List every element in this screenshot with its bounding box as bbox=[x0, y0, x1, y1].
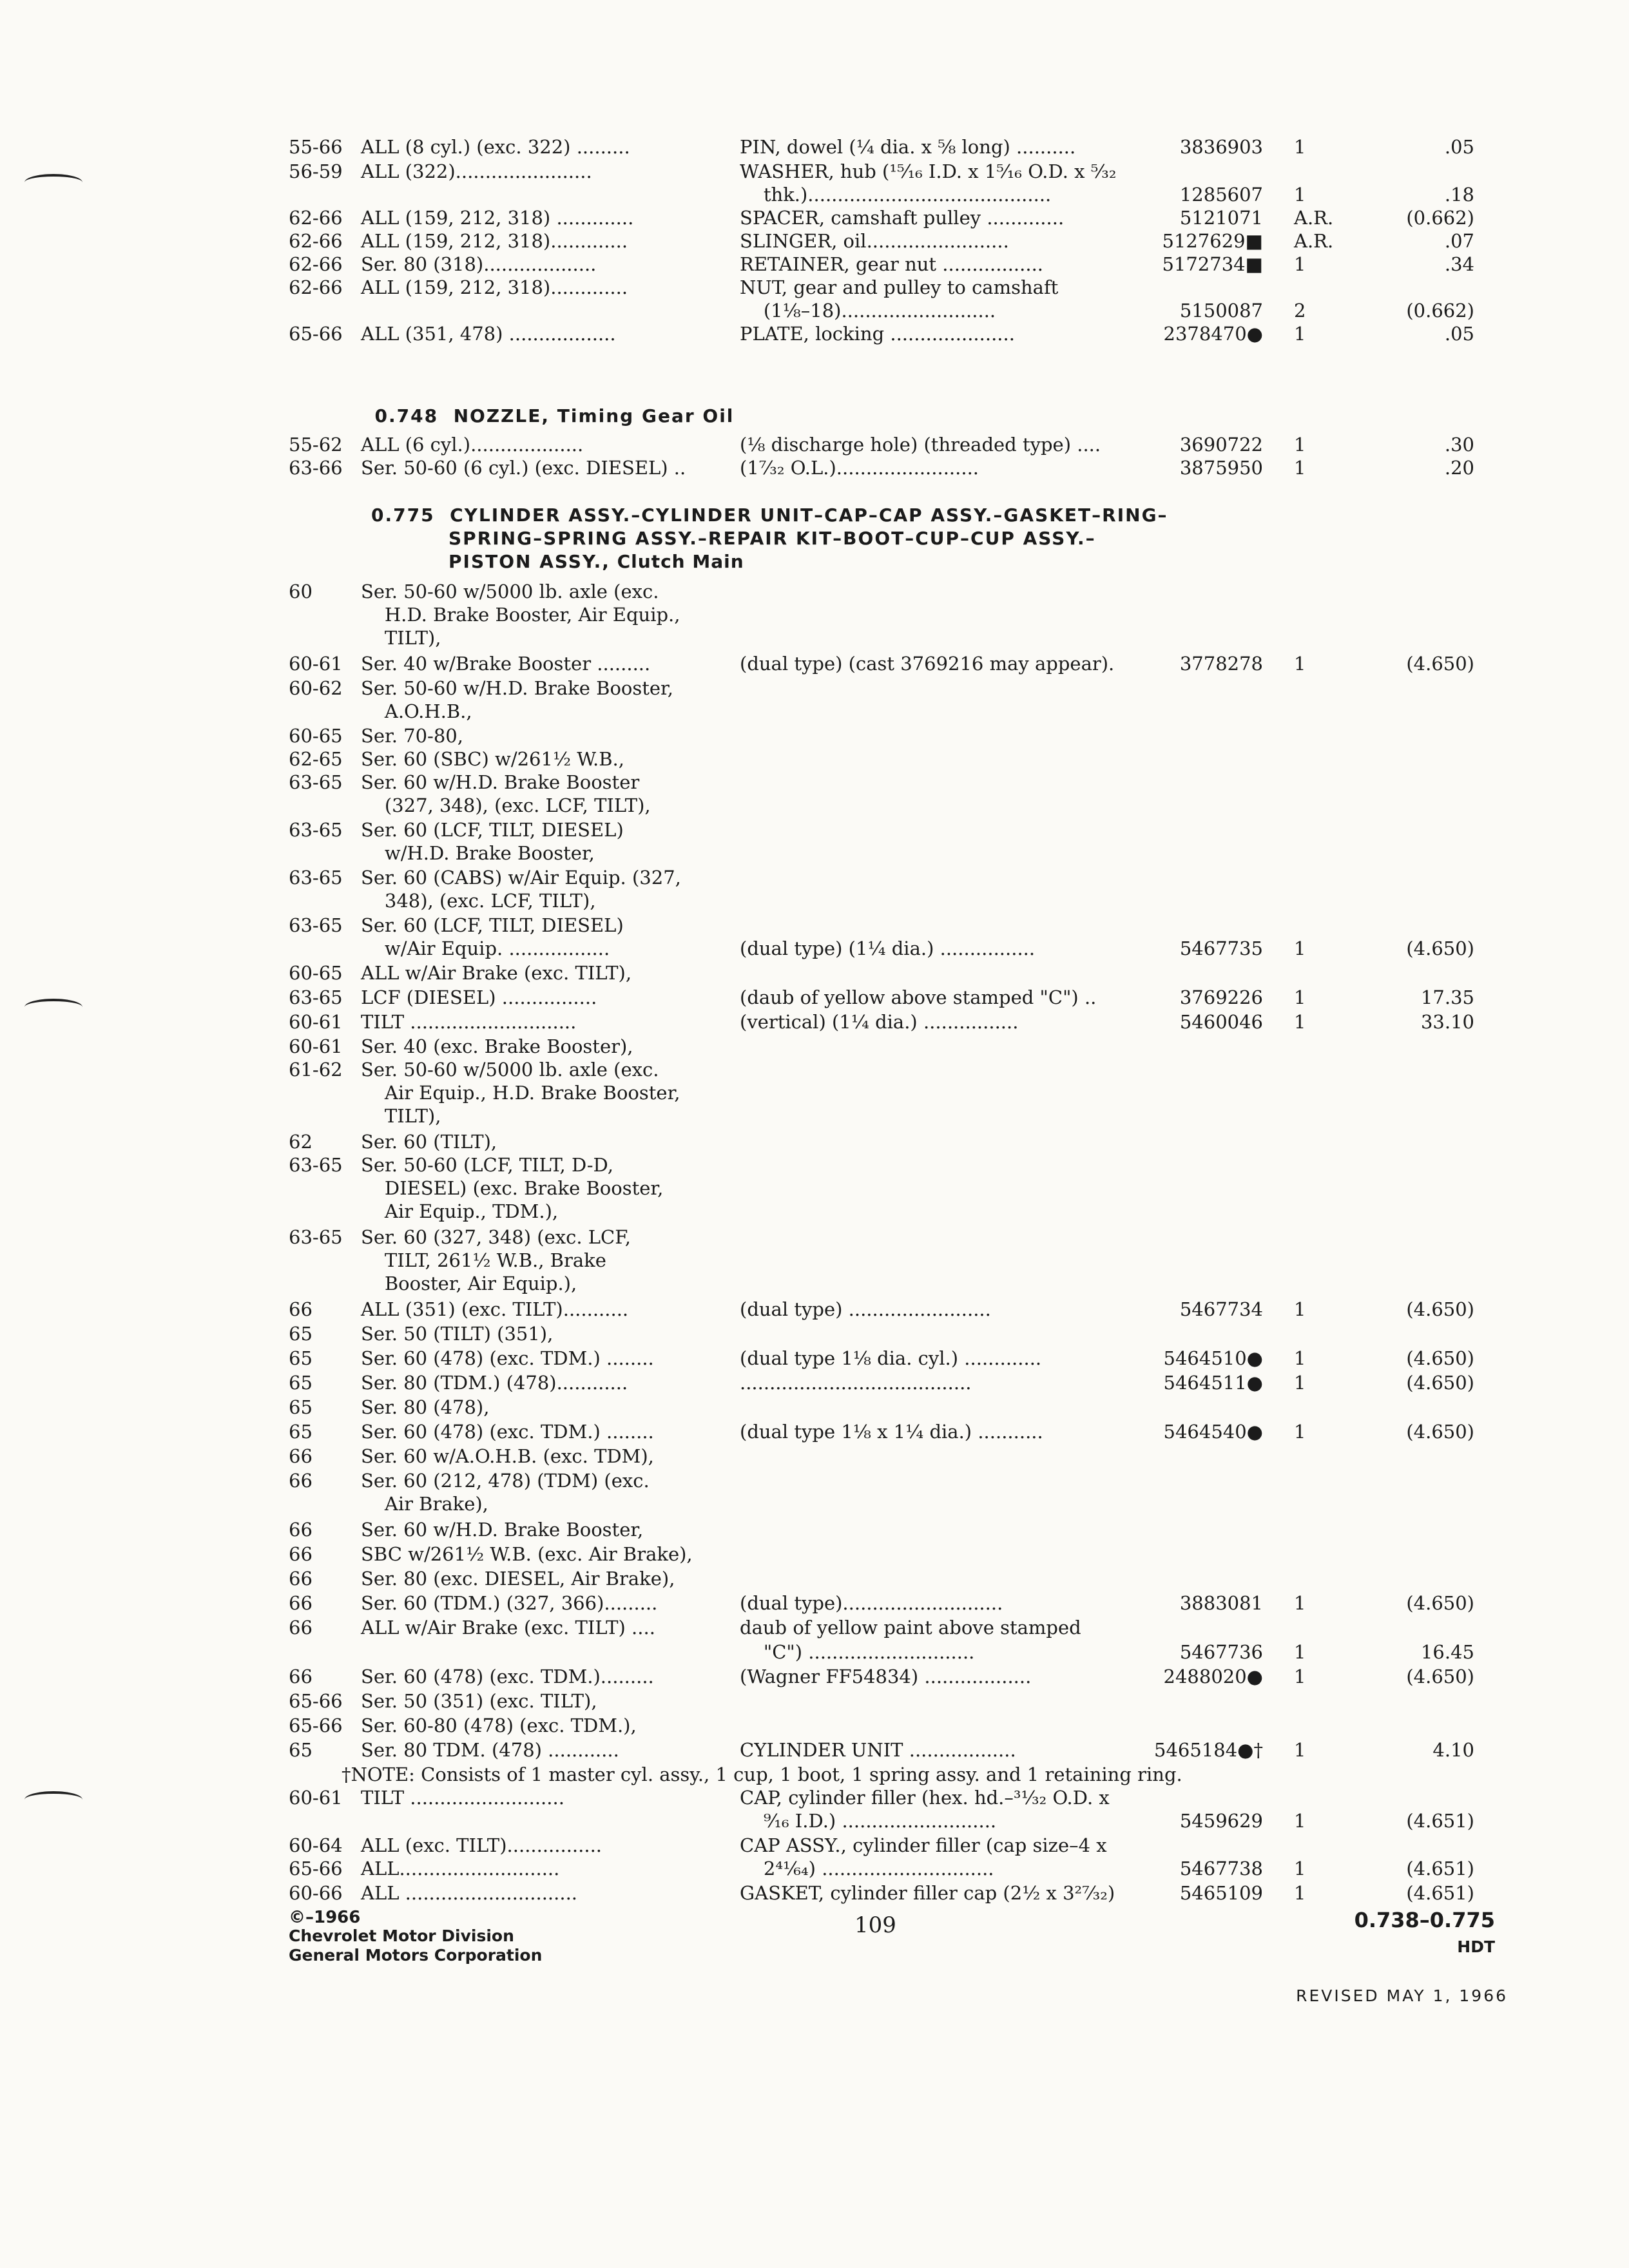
row-application: Ser. 60 (327, 348) (exc. LCF, bbox=[361, 1226, 631, 1248]
row-part-number: 3836903 bbox=[1179, 136, 1263, 158]
row-application: ALL (159, 212, 318)............. bbox=[361, 276, 628, 298]
row-application: ALL........................... bbox=[361, 1858, 560, 1879]
row-part-number: 5467734 bbox=[1179, 1298, 1263, 1320]
publisher-division: Chevrolet Motor Division bbox=[289, 1927, 514, 1945]
row-application: Ser. 60 (LCF, TILT, DIESEL) bbox=[361, 819, 624, 841]
row-part-number: 5464511● bbox=[1163, 1372, 1263, 1394]
row-price: (4.650) bbox=[1406, 1372, 1474, 1394]
publisher-corp: General Motors Corporation bbox=[289, 1946, 543, 1965]
row-price: .34 bbox=[1444, 253, 1474, 275]
row-application: ALL (322)....................... bbox=[361, 160, 592, 182]
row-application: ALL w/Air Brake (exc. TILT), bbox=[361, 962, 632, 984]
row-application: LCF (DIESEL) ................ bbox=[361, 986, 597, 1008]
row-description: (vertical) (1¼ dia.) ................ bbox=[740, 1011, 1019, 1033]
row-price: .18 bbox=[1444, 184, 1474, 206]
row-price: (4.651) bbox=[1406, 1810, 1474, 1832]
row-quantity: 1 bbox=[1294, 1882, 1306, 1904]
row-description: (dual type) (1¼ dia.) ................ bbox=[740, 937, 1036, 959]
row-description: SLINGER, oil........................ bbox=[740, 230, 1009, 252]
row-description: GASKET, cylinder filler cap (2½ x 3²⁷⁄₃₂) bbox=[740, 1882, 1115, 1904]
row-years: 62-66 bbox=[289, 276, 343, 298]
row-price: 17.35 bbox=[1420, 986, 1474, 1008]
row-price: (4.650) bbox=[1406, 1298, 1474, 1320]
row-description: CAP ASSY., cylinder filler (cap size–4 x bbox=[740, 1834, 1107, 1856]
row-years: 60-66 bbox=[289, 1882, 343, 1904]
punch-hole-mark bbox=[24, 999, 82, 1015]
row-years: 65 bbox=[289, 1421, 313, 1443]
row-years: 60-62 bbox=[289, 677, 343, 699]
row-application: Ser. 60 (LCF, TILT, DIESEL) bbox=[361, 914, 624, 936]
section-range: 0.738–0.775 bbox=[1354, 1908, 1495, 1932]
row-application: Ser. 60 (478) (exc. TDM.) ........ bbox=[361, 1421, 654, 1443]
row-application: ALL (8 cyl.) (exc. 322) ......... bbox=[361, 136, 630, 158]
row-price: (4.650) bbox=[1406, 937, 1474, 959]
row-application: Ser. 50 (TILT) (351), bbox=[361, 1323, 554, 1345]
row-quantity: 1 bbox=[1294, 1810, 1306, 1832]
row-part-number: 5127629■ bbox=[1162, 230, 1263, 252]
row-description: NUT, gear and pulley to camshaft bbox=[740, 276, 1059, 298]
row-years: 56-59 bbox=[289, 160, 343, 182]
row-years: 66 bbox=[289, 1519, 313, 1541]
row-price: (0.662) bbox=[1406, 207, 1474, 229]
row-description: RETAINER, gear nut ................. bbox=[740, 253, 1044, 275]
row-quantity: 1 bbox=[1294, 653, 1306, 675]
row-application: Ser. 60 w/H.D. Brake Booster, bbox=[361, 1519, 644, 1541]
row-application: H.D. Brake Booster, Air Equip., bbox=[361, 604, 680, 626]
row-application: Ser. 80 (318)................... bbox=[361, 253, 597, 275]
row-description: daub of yellow paint above stamped bbox=[740, 1617, 1081, 1639]
punch-hole-mark bbox=[24, 174, 82, 191]
row-application: Air Equip., H.D. Brake Booster, bbox=[361, 1082, 680, 1104]
row-description: (daub of yellow above stamped "C") .. bbox=[740, 986, 1097, 1008]
row-application: ALL (6 cyl.)................... bbox=[361, 434, 584, 456]
row-description: PLATE, locking ..................... bbox=[740, 323, 1015, 345]
row-application: Ser. 50-60 (6 cyl.) (exc. DIESEL) .. bbox=[361, 457, 686, 479]
row-part-number: 5465109 bbox=[1179, 1882, 1263, 1904]
section-heading-775-line1: 0.775 CYLINDER ASSY.–CYLINDER UNIT–CAP–CAP ASSY.–GASKET–RING– bbox=[371, 505, 1168, 526]
row-quantity: 1 bbox=[1294, 1641, 1306, 1663]
row-application: Ser. 60 (TILT), bbox=[361, 1131, 497, 1153]
row-application: Ser. 50-60 (LCF, TILT, D-D, bbox=[361, 1154, 613, 1176]
row-quantity: 1 bbox=[1294, 253, 1306, 275]
row-quantity: 1 bbox=[1294, 937, 1306, 959]
row-quantity: 1 bbox=[1294, 323, 1306, 345]
punch-hole-mark bbox=[24, 1791, 82, 1808]
row-price: (4.650) bbox=[1406, 1421, 1474, 1443]
row-description: (1⁷⁄₃₂ O.L.)........................ bbox=[740, 457, 979, 479]
section-number: 0.748 bbox=[374, 405, 439, 427]
row-application: Ser. 60-80 (478) (exc. TDM.), bbox=[361, 1715, 637, 1736]
row-description: PIN, dowel (¼ dia. x ⅝ long) .......... bbox=[740, 136, 1076, 158]
row-application: Ser. 60 (SBC) w/261½ W.B., bbox=[361, 748, 624, 770]
row-application: TILT .......................... bbox=[361, 1787, 564, 1809]
row-application: ALL (351, 478) .................. bbox=[361, 323, 616, 345]
row-years: 63-65 bbox=[289, 771, 343, 793]
row-application: Ser. 80 (478), bbox=[361, 1396, 490, 1418]
row-years: 62-66 bbox=[289, 207, 343, 229]
row-quantity: 2 bbox=[1294, 300, 1306, 322]
row-years: 65 bbox=[289, 1739, 313, 1761]
copyright: ©–1966 bbox=[289, 1908, 361, 1927]
row-application: Ser. 60 w/A.O.H.B. (exc. TDM), bbox=[361, 1445, 654, 1467]
row-price: (4.651) bbox=[1406, 1858, 1474, 1879]
row-years: 60-64 bbox=[289, 1834, 343, 1856]
row-application: Ser. 60 w/H.D. Brake Booster bbox=[361, 771, 640, 793]
row-years: 60-61 bbox=[289, 1011, 343, 1033]
row-part-number: 3690722 bbox=[1179, 434, 1263, 456]
row-part-number: 5464540● bbox=[1163, 1421, 1263, 1443]
row-price: (4.650) bbox=[1406, 653, 1474, 675]
row-quantity: 1 bbox=[1294, 434, 1306, 456]
row-years: 60-61 bbox=[289, 1787, 343, 1809]
row-application: TILT), bbox=[361, 627, 441, 649]
row-price: .20 bbox=[1444, 457, 1474, 479]
row-application: Ser. 80 (TDM.) (478)............ bbox=[361, 1372, 628, 1394]
row-part-number: 5467735 bbox=[1179, 937, 1263, 959]
row-application: TILT, 261½ W.B., Brake bbox=[361, 1249, 606, 1271]
row-years: 65-66 bbox=[289, 1858, 343, 1879]
row-price: (4.650) bbox=[1406, 1666, 1474, 1687]
row-years: 55-62 bbox=[289, 434, 343, 456]
row-years: 65 bbox=[289, 1347, 313, 1369]
row-part-number: 5459629 bbox=[1179, 1810, 1263, 1832]
row-description: (dual type 1⅛ dia. cyl.) ............. bbox=[740, 1347, 1042, 1369]
row-application: (327, 348), (exc. LCF, TILT), bbox=[361, 794, 651, 816]
row-part-number: 5464510● bbox=[1163, 1347, 1263, 1369]
row-quantity: 1 bbox=[1294, 457, 1306, 479]
row-years: 65-66 bbox=[289, 1690, 343, 1712]
row-part-number: 3769226 bbox=[1179, 986, 1263, 1008]
row-description: (Wagner FF54834) .................. bbox=[740, 1666, 1032, 1687]
row-application: Air Brake), bbox=[361, 1493, 488, 1515]
row-years: 66 bbox=[289, 1470, 313, 1492]
row-application: Ser. 70-80, bbox=[361, 725, 463, 747]
row-quantity: A.R. bbox=[1294, 207, 1334, 229]
row-part-number: 3883081 bbox=[1179, 1592, 1263, 1614]
catalog-code: HDT bbox=[1457, 1937, 1495, 1956]
row-part-number: 5172734■ bbox=[1162, 253, 1263, 275]
row-description: ....................................... bbox=[740, 1372, 972, 1394]
row-application: Ser. 40 w/Brake Booster ......... bbox=[361, 653, 651, 675]
section-heading-748 bbox=[360, 381, 734, 428]
row-years: 60-65 bbox=[289, 962, 343, 984]
row-years: 66 bbox=[289, 1617, 313, 1639]
row-quantity: 1 bbox=[1294, 1372, 1306, 1394]
row-application: Ser. 60 (CABS) w/Air Equip. (327, bbox=[361, 867, 681, 889]
row-application: Ser. 40 (exc. Brake Booster), bbox=[361, 1035, 633, 1057]
row-years: 63-65 bbox=[289, 867, 343, 889]
row-part-number: 2488020● bbox=[1163, 1666, 1263, 1687]
row-years: 62 bbox=[289, 1131, 313, 1153]
row-part-number: 5121071 bbox=[1179, 207, 1263, 229]
row-application: ALL w/Air Brake (exc. TILT) .... bbox=[361, 1617, 655, 1639]
row-description: (dual type) (cast 3769216 may appear). bbox=[740, 653, 1115, 675]
row-part-number: 5460046 bbox=[1179, 1011, 1263, 1033]
row-application: Booster, Air Equip.), bbox=[361, 1273, 577, 1294]
row-application: Ser. 50-60 w/H.D. Brake Booster, bbox=[361, 677, 673, 699]
row-application: Ser. 60 (TDM.) (327, 366)......... bbox=[361, 1592, 658, 1614]
row-application: ALL ............................. bbox=[361, 1882, 578, 1904]
row-application: TILT), bbox=[361, 1105, 441, 1127]
row-application: Ser. 50-60 w/5000 lb. axle (exc. bbox=[361, 1059, 659, 1081]
row-years: 66 bbox=[289, 1298, 313, 1320]
row-quantity: 1 bbox=[1294, 1298, 1306, 1320]
row-years: 63-65 bbox=[289, 914, 343, 936]
row-years: 60 bbox=[289, 581, 313, 602]
section-title: NOZZLE, Timing Gear Oil bbox=[453, 405, 735, 427]
row-description: (dual type) ........................ bbox=[740, 1298, 991, 1320]
row-application: 348), (exc. LCF, TILT), bbox=[361, 890, 596, 912]
row-years: 62-65 bbox=[289, 748, 343, 770]
row-years: 65 bbox=[289, 1323, 313, 1345]
section-heading-775-line2: SPRING–SPRING ASSY.–REPAIR KIT–BOOT–CUP–CUP ASSY.– bbox=[448, 528, 1096, 549]
row-description: (1⅛–18).......................... bbox=[740, 300, 996, 322]
row-part-number: 5467738 bbox=[1179, 1858, 1263, 1879]
row-application: Ser. 80 (exc. DIESEL, Air Brake), bbox=[361, 1568, 675, 1590]
row-years: 60-65 bbox=[289, 725, 343, 747]
row-application: ALL (351) (exc. TILT)........... bbox=[361, 1298, 629, 1320]
section-heading-775-line3-main: PISTON ASSY., bbox=[448, 551, 610, 572]
row-part-number: 5150087 bbox=[1179, 300, 1263, 322]
row-price: (0.662) bbox=[1406, 300, 1474, 322]
row-quantity: 1 bbox=[1294, 1739, 1306, 1761]
row-years: 65-66 bbox=[289, 1715, 343, 1736]
row-description: WASHER, hub (¹⁵⁄₁₆ I.D. x 1⁵⁄₁₆ O.D. x ⁵⁄₃₂ bbox=[740, 160, 1117, 182]
row-description: CAP, cylinder filler (hex. hd.–³¹⁄₃₂ O.D. x bbox=[740, 1787, 1110, 1809]
row-years: 60-61 bbox=[289, 653, 343, 675]
row-price: .30 bbox=[1444, 434, 1474, 456]
row-quantity: 1 bbox=[1294, 1858, 1306, 1879]
row-years: 62-66 bbox=[289, 230, 343, 252]
row-quantity: 1 bbox=[1294, 1011, 1306, 1033]
row-years: 65 bbox=[289, 1372, 313, 1394]
row-years: 63-65 bbox=[289, 986, 343, 1008]
row-application: w/H.D. Brake Booster, bbox=[361, 842, 595, 864]
row-years: 63-65 bbox=[289, 1226, 343, 1248]
row-quantity: 1 bbox=[1294, 184, 1306, 206]
row-application: DIESEL) (exc. Brake Booster, bbox=[361, 1177, 664, 1199]
row-part-number: 1285607 bbox=[1179, 184, 1263, 206]
row-price: 4.10 bbox=[1432, 1739, 1474, 1761]
row-application: SBC w/261½ W.B. (exc. Air Brake), bbox=[361, 1543, 693, 1565]
row-application: w/Air Equip. ................. bbox=[361, 937, 610, 959]
row-description: 2⁴¹⁄₆₄) ............................. bbox=[740, 1858, 994, 1879]
row-description: (dual type 1⅛ x 1¼ dia.) ........... bbox=[740, 1421, 1043, 1443]
row-part-number: 5467736 bbox=[1179, 1641, 1263, 1663]
row-quantity: 1 bbox=[1294, 1592, 1306, 1614]
row-price: 16.45 bbox=[1420, 1641, 1474, 1663]
row-price: (4.650) bbox=[1406, 1592, 1474, 1614]
row-application: ALL (159, 212, 318)............. bbox=[361, 230, 628, 252]
row-application: Ser. 50 (351) (exc. TILT), bbox=[361, 1690, 597, 1712]
row-application: Air Equip., TDM.), bbox=[361, 1200, 559, 1222]
row-description: (dual type)........................... bbox=[740, 1592, 1003, 1614]
page-number: 109 bbox=[854, 1912, 896, 1938]
row-application: Ser. 60 (478) (exc. TDM.)......... bbox=[361, 1666, 654, 1687]
row-years: 62-66 bbox=[289, 253, 343, 275]
row-application: Ser. 80 TDM. (478) ............ bbox=[361, 1739, 619, 1761]
row-description: thk.)......................................... bbox=[740, 184, 1052, 206]
row-description: (⅛ discharge hole) (threaded type) .... bbox=[740, 434, 1101, 456]
row-years: 66 bbox=[289, 1666, 313, 1687]
section-heading-775-line3 bbox=[448, 550, 744, 573]
row-application: Ser. 60 (212, 478) (TDM) (exc. bbox=[361, 1470, 650, 1492]
row-description: SPACER, camshaft pulley ............. bbox=[740, 207, 1065, 229]
row-price: .05 bbox=[1444, 136, 1474, 158]
row-price: (4.650) bbox=[1406, 1347, 1474, 1369]
row-quantity: 1 bbox=[1294, 136, 1306, 158]
row-years: 66 bbox=[289, 1568, 313, 1590]
row-years: 63-65 bbox=[289, 1154, 343, 1176]
row-years: 61-62 bbox=[289, 1059, 343, 1081]
row-price: .05 bbox=[1444, 323, 1474, 345]
row-years: 65-66 bbox=[289, 323, 343, 345]
row-application: TILT ............................ bbox=[361, 1011, 577, 1033]
row-application: Ser. 60 (478) (exc. TDM.) ........ bbox=[361, 1347, 654, 1369]
row-years: 66 bbox=[289, 1543, 313, 1565]
row-quantity: 1 bbox=[1294, 1347, 1306, 1369]
row-years: 63-65 bbox=[289, 819, 343, 841]
row-price: 33.10 bbox=[1420, 1011, 1474, 1033]
row-part-number: 5465184●† bbox=[1154, 1739, 1263, 1761]
footnote: †NOTE: Consists of 1 master cyl. assy., 1 cup, 1 boot, 1 spring assy. and 1 retaining ring. bbox=[342, 1763, 1182, 1785]
row-description: ⁹⁄₁₆ I.D.) .......................... bbox=[740, 1810, 997, 1832]
row-years: 63-66 bbox=[289, 457, 343, 479]
row-part-number: 2378470● bbox=[1163, 323, 1263, 345]
row-description: "C") ............................ bbox=[740, 1641, 975, 1663]
row-years: 66 bbox=[289, 1445, 313, 1467]
row-application: Ser. 50-60 w/5000 lb. axle (exc. bbox=[361, 581, 659, 602]
row-years: 60-61 bbox=[289, 1035, 343, 1057]
row-quantity: 1 bbox=[1294, 1421, 1306, 1443]
row-price: .07 bbox=[1444, 230, 1474, 252]
row-quantity: 1 bbox=[1294, 986, 1306, 1008]
revision-date: REVISED MAY 1, 1966 bbox=[1296, 1986, 1508, 2005]
row-years: 55-66 bbox=[289, 136, 343, 158]
row-description: CYLINDER UNIT .................. bbox=[740, 1739, 1016, 1761]
row-quantity: A.R. bbox=[1294, 230, 1334, 252]
row-application: ALL (exc. TILT)................ bbox=[361, 1834, 602, 1856]
row-part-number: 3778278 bbox=[1179, 653, 1263, 675]
row-years: 66 bbox=[289, 1592, 313, 1614]
row-years: 65 bbox=[289, 1396, 313, 1418]
row-application: A.O.H.B., bbox=[361, 700, 472, 722]
row-quantity: 1 bbox=[1294, 1666, 1306, 1687]
row-application: ALL (159, 212, 318) ............. bbox=[361, 207, 634, 229]
section-heading-775-line3-sub: Clutch Main bbox=[610, 551, 744, 572]
row-part-number: 3875950 bbox=[1179, 457, 1263, 479]
row-price: (4.651) bbox=[1406, 1882, 1474, 1904]
